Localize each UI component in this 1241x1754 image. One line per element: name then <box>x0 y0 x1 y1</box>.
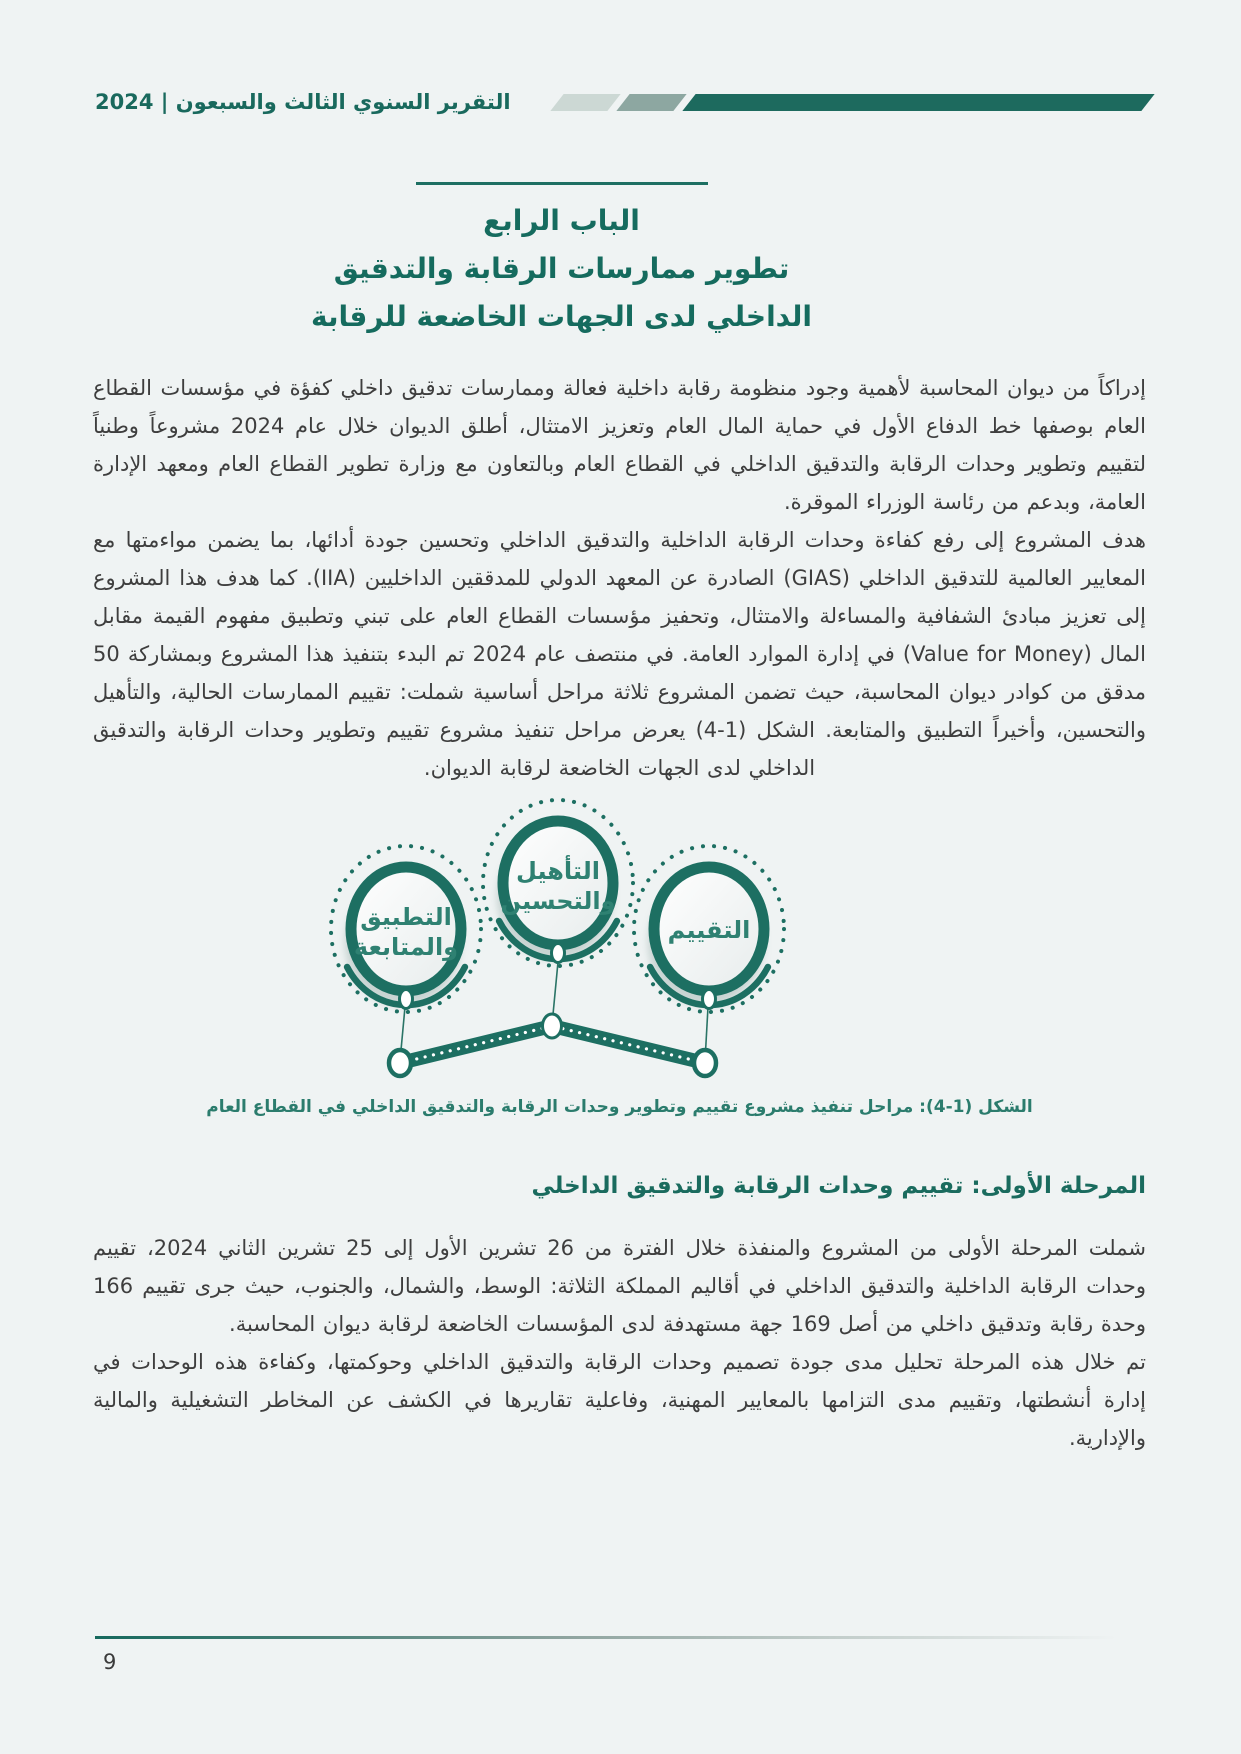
stage-label-evaluation: التقييم <box>667 916 751 944</box>
paragraph-project-goals: هدف المشروع إلى رفع كفاءة وحدات الرقابة الداخلية والتدقيق الداخلي وتحسين جودة أدائها، بما يضمن مواءمتها مع المعايير العالمية للتدقيق الداخلي (GIAS) الصادرة عن المعهد الدولي للمدققين الداخليين (IIA). كما هدف هذا المشروع إلى تعزيز مبادئ الشفافية والمساءلة والامتثال، وتحفيز مؤسسات القطاع العام على تبني وتطبيق مفهوم القيمة مقابل المال (Value for Money) في إدارة الموارد العامة. في منتصف عام 2024 تم البدء بتنفيذ هذا المشروع وبمشاركة 50 مدقق من كوادر ديوان المحاسبة، حيث تضمن المشروع ثلاثة مراحل أساسية شملت: تقييم الممارسات الحالية، والتأهيل والتحسين، وأخيراً التطبيق والمتابعة. الشكل (1-4) يعرض مراحل تنفيذ مشروع تقييم وتطوير وحدات الرقابة والتدقيق الداخلي لدى الجهات الخاضعة لرقابة الديوان. <box>93 528 1146 780</box>
stage-circle-implementation <box>331 846 481 1012</box>
paragraph-phase1-scope: شملت المرحلة الأولى من المشروع والمنفذة خلال الفترة من 26 تشرين الأول إلى 25 تشرين الثاني 2024، تقييم وحدات الرقابة الداخلية والتدقيق الداخلي في أقاليم المملكة الثلاثة: الوسط، والشمال، والجنوب، حيث جرى تقييم 166 وحدة رقابة وتدقيق داخلي من أصل 169 جهة مستهدفة لدى المؤسسات الخاضعة لرقابة ديوان المحاسبة. <box>93 1236 1146 1336</box>
node-qualification <box>552 944 565 963</box>
band-segment-light <box>550 94 620 111</box>
figure-diagram <box>93 797 1146 1083</box>
node-evaluation <box>703 990 716 1009</box>
section-heading-phase1: المرحلة الأولى: تقييم وحدات الرقابة والتدقيق الداخلي <box>531 1173 1146 1199</box>
stage-label-implementation-line1: التطبيق <box>360 903 452 931</box>
chapter-number-title: الباب الرابع <box>483 204 640 237</box>
body-content-intro <box>93 369 1146 787</box>
stage-label-qualification-line2: والتحسين <box>500 887 616 915</box>
chapter-title-rule <box>416 182 708 185</box>
figure-caption: الشكل (1-4): مراحل تنفيذ مشروع تقييم وتطوير وحدات الرقابة والتدقيق الداخلي في القطاع العام <box>206 1097 1033 1117</box>
chapter-title-line2: تطوير ممارسات الرقابة والتدقيق <box>333 252 790 285</box>
node-endpoint-right <box>694 1050 716 1076</box>
node-apex <box>543 1014 562 1038</box>
band-segment-dark <box>682 94 1155 111</box>
header-decorative-band <box>557 94 1148 111</box>
body-content-phase1 <box>93 1229 1146 1457</box>
page-number: 9 <box>103 1650 117 1674</box>
project-phases-diagram <box>288 797 828 1083</box>
footer-rule <box>95 1636 1148 1639</box>
page-header <box>95 90 1148 114</box>
stage-circle-evaluation <box>634 846 784 1012</box>
paragraph-intro: إدراكاً من ديوان المحاسبة لأهمية وجود منظومة رقابة داخلية فعالة وممارسات تدقيق داخلي كفؤة في مؤسسات القطاع العام بوصفها خط الدفاع الأول في حماية المال العام وتعزيز الامتثال، أطلق الديوان خلال عام 2024 مشروعاً وطنياً لتقييم وتطوير وحدات الرقابة والتدقيق الداخلي في القطاع العام وبالتعاون مع وزارة تطوير القطاع العام ومعهد الإدارة العامة، وبدعم من رئاسة الوزراء الموقرة. <box>93 376 1146 514</box>
stage-label-implementation-line2: والمتابعة <box>353 933 459 961</box>
chapter-title-line3: الداخلي لدى الجهات الخاضعة للرقابة <box>311 300 812 333</box>
band-segment-medium <box>616 94 686 111</box>
stage-label-qualification-line1: التأهيل <box>516 857 600 885</box>
stage-circle-qualification <box>483 800 633 966</box>
node-endpoint-left <box>389 1050 411 1076</box>
node-implementation <box>400 990 413 1009</box>
report-title: التقرير السنوي الثالث والسبعون | 2024 <box>95 90 511 114</box>
paragraph-phase1-analysis: تم خلال هذه المرحلة تحليل مدى جودة تصميم وحدات الرقابة والتدقيق الداخلي وحوكمتها، وكفاءة هذه الوحدات في إدارة أنشطتها، وتقييم مدى التزامها بالمعايير المهنية، وفاعلية تقاريرها في الكشف عن المخاطر التشغيلية والمالية والإدارية. <box>93 1350 1146 1450</box>
chapter-title-block <box>35 182 1088 341</box>
